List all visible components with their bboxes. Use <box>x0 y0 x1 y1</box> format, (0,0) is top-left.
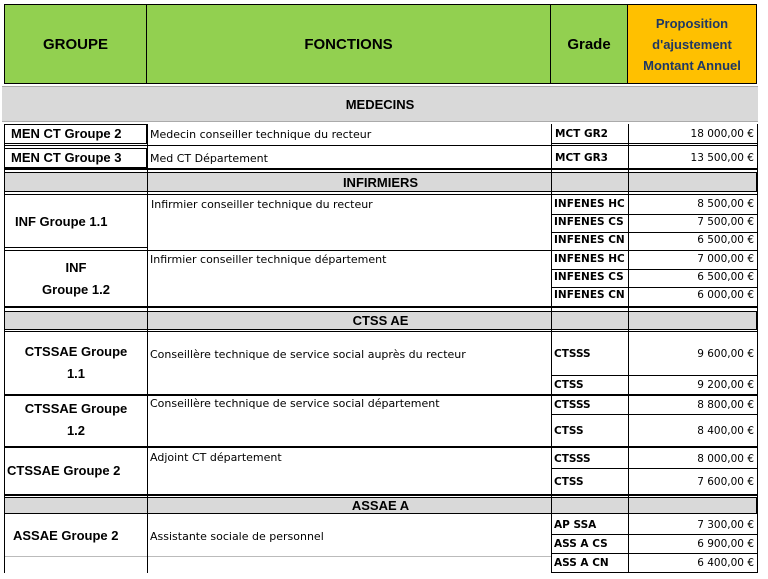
grid-line-v <box>551 124 552 573</box>
grade-ctsss-2: CTSSS <box>554 399 591 411</box>
fonction-inf-departement: Infirmier conseiller technique département <box>150 253 387 266</box>
grid-line <box>4 168 757 170</box>
groupe-men-ct-2: MEN CT Groupe 2 <box>4 124 147 144</box>
grid-line-v <box>628 124 629 573</box>
header-proposition-line2: d'ajustement <box>652 36 732 52</box>
fonction-adjoint-ct: Adjoint CT département <box>150 451 282 464</box>
fonction-med-ct-departement: Med CT Département <box>150 151 268 165</box>
montant-ctsss-3: 8 000,00 € <box>697 452 754 465</box>
grid-line <box>551 468 757 469</box>
grade-ctss-3: CTSS <box>554 476 584 488</box>
montant-mct-gr2: 18 000,00 € <box>628 124 757 144</box>
grade-infenes-cn-2: INFENES CN <box>554 289 625 301</box>
groupe-ctssae-1-2 <box>4 396 147 444</box>
grade-infenes-cs-2: INFENES CS <box>554 271 624 283</box>
groupe-inf-1-2 <box>4 252 147 306</box>
grid-line <box>551 269 757 270</box>
groupe-ctssae-1-1 <box>4 333 147 393</box>
header-grade: Grade <box>551 4 628 84</box>
montant-infenes-hc-1: 8 500,00 € <box>697 198 754 210</box>
grid-line-v <box>4 124 5 573</box>
montant-infenes-cn-2: 6 000,00 € <box>697 289 754 301</box>
montant-mct-gr3: 13 500,00 € <box>628 148 757 168</box>
montant-infenes-cn-1: 6 500,00 € <box>697 234 754 246</box>
section-medecins: MEDECINS <box>2 86 758 122</box>
grid-line <box>551 534 757 535</box>
fonction-ctss-departement: Conseillère technique de service social département <box>150 397 440 410</box>
header-groupe: GROUPE <box>4 4 147 84</box>
grid-line <box>4 556 551 557</box>
grid-line <box>551 414 757 415</box>
grade-mct-gr3: MCT GR3 <box>551 148 628 168</box>
fonction-assistante-sociale: Assistante sociale de personnel <box>150 529 324 543</box>
grade-ctsss-3: CTSSS <box>554 452 591 465</box>
fonction-medecin-recteur: Medecin conseiller technique du recteur <box>150 127 372 141</box>
header-proposition-line1: Proposition <box>655 15 729 31</box>
grade-infenes-cn-1: INFENES CN <box>554 234 625 246</box>
montant-infenes-cs-2: 6 500,00 € <box>697 271 754 283</box>
groupe-ctssae-1-1-line1: CTSSAE Groupe <box>24 344 128 359</box>
grid-line <box>4 446 757 448</box>
montant-ctss-3: 7 600,00 € <box>697 476 754 488</box>
grade-infenes-hc-1: INFENES HC <box>554 198 625 210</box>
grid-line <box>4 306 757 308</box>
montant-ass-a-cs: 6 900,00 € <box>697 538 754 550</box>
grid-line <box>551 214 757 215</box>
montant-ctss-2: 8 400,00 € <box>697 425 754 437</box>
groupe-ctssae-2: CTSSAE Groupe 2 <box>4 449 147 493</box>
groupe-inf-1-2-line1: INF <box>65 260 87 275</box>
groupe-men-ct-3: MEN CT Groupe 3 <box>4 148 147 168</box>
grade-mct-gr2: MCT GR2 <box>551 124 628 144</box>
montant-infenes-cs-1: 7 500,00 € <box>697 216 754 228</box>
grid-line <box>4 394 757 396</box>
grid-line <box>551 232 757 233</box>
fonction-inf-recteur: Infirmier conseiller technique du recteur <box>147 198 551 214</box>
grade-ass-a-cs: ASS A CS <box>554 538 608 550</box>
grid-line <box>4 331 757 332</box>
grid-line <box>551 572 757 573</box>
grade-ap-ssa: AP SSA <box>554 519 597 531</box>
grade-ctss-1: CTSS <box>554 378 584 391</box>
grid-line <box>551 287 757 288</box>
montant-ctsss-2: 8 800,00 € <box>697 399 754 411</box>
montant-infenes-hc-2: 7 000,00 € <box>697 253 754 265</box>
grade-infenes-hc-2: INFENES HC <box>554 253 625 265</box>
groupe-assae-2: ASSAE Groupe 2 <box>4 516 147 556</box>
grid-line <box>4 250 757 251</box>
grid-line-v <box>147 124 148 573</box>
montant-ctsss-1: 9 600,00 € <box>697 348 754 360</box>
grid-line <box>551 375 757 376</box>
grid-line <box>4 145 757 146</box>
header-proposition-line3: Montant Annuel <box>643 57 741 73</box>
groupe-inf-1-2-line2: Groupe 1.2 <box>42 282 110 297</box>
grade-ctss-2: CTSS <box>554 425 584 437</box>
groupe-ctssae-1-1-line2: 1.1 <box>66 366 86 381</box>
grid-line <box>551 553 757 554</box>
section-assae-a: ASSAE A <box>4 497 757 514</box>
grade-ctsss-1: CTSSS <box>554 348 591 360</box>
montant-ass-a-cn: 6 400,00 € <box>697 557 754 569</box>
montant-ctss-1: 9 200,00 € <box>697 378 754 391</box>
section-ctss-ae: CTSS AE <box>4 311 757 330</box>
grid-line <box>4 194 757 195</box>
header-fonctions: FONCTIONS <box>147 4 551 84</box>
header-proposition <box>628 4 757 84</box>
groupe-ctssae-1-2-line2: 1.2 <box>66 423 86 438</box>
grade-infenes-cs-1: INFENES CS <box>554 216 624 228</box>
groupe-inf-1-1: INF Groupe 1.1 <box>4 196 147 248</box>
grid-line-v <box>757 124 758 573</box>
montant-ap-ssa: 7 300,00 € <box>697 519 754 531</box>
fonction-ctss-recteur: Conseillère technique de service social auprès du recteur <box>150 347 466 361</box>
section-infirmiers: INFIRMIERS <box>4 172 757 192</box>
grade-ass-a-cn: ASS A CN <box>554 557 609 569</box>
grid-line <box>4 494 757 496</box>
groupe-ctssae-1-2-line1: CTSSAE Groupe <box>24 401 128 416</box>
